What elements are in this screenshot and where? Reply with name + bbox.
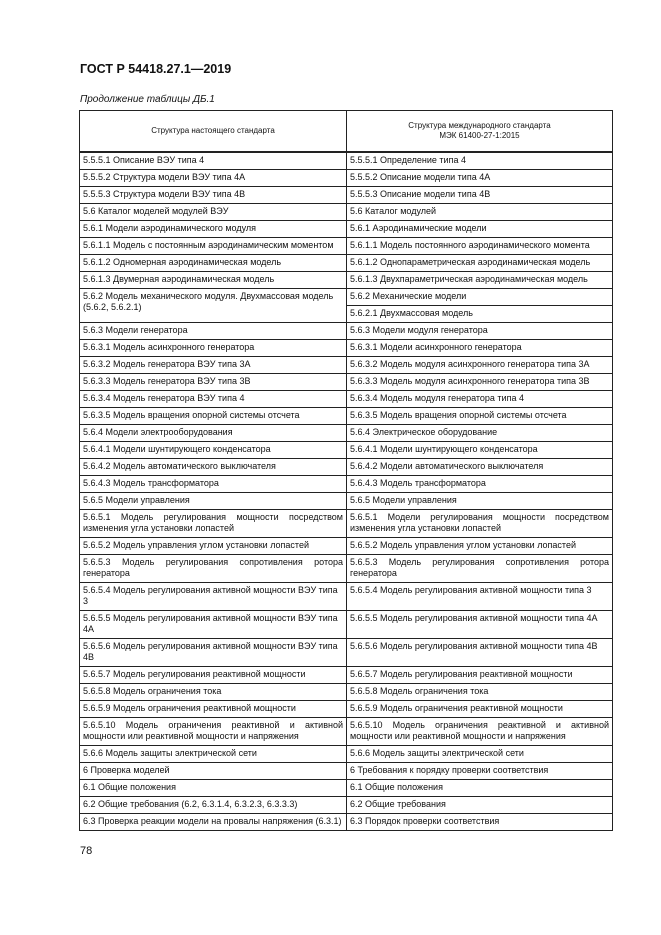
cell-current-standard: 5.6.1 Модели аэродинамического модуля: [80, 221, 347, 238]
table-row: [80, 814, 613, 831]
cell-international-standard: 5.6.3.2 Модель модуля асинхронного генератора типа 3А: [347, 357, 613, 374]
cell-current-standard: 5.6.1.1 Модель с постоянным аэродинамическим моментом: [80, 238, 347, 255]
cell-international-standard: 5.6.4.1 Модели шунтирующего конденсатора: [347, 442, 613, 459]
table-row: [80, 763, 613, 780]
table-row: [80, 357, 613, 374]
col-header-current-standard: Структура настоящего стандарта: [80, 111, 347, 153]
table-row: [80, 238, 613, 255]
cell-current-standard: 6.2 Общие требования (6.2, 6.3.1.4, 6.3.2.3, 6.3.3.3): [80, 797, 347, 814]
cell-international-standard: 5.6.2 Механические модели: [347, 289, 613, 306]
table-row: [80, 408, 613, 425]
cell-current-standard: 6.1 Общие положения: [80, 780, 347, 797]
table-row: [80, 221, 613, 238]
cell-international-standard: 5.5.5.3 Описание модели типа 4В: [347, 187, 613, 204]
table-row: [80, 538, 613, 555]
cell-international-standard: 5.6.5.9 Модель ограничения реактивной мощности: [347, 701, 613, 718]
cell-current-standard: 5.5.5.3 Структура модели ВЭУ типа 4В: [80, 187, 347, 204]
table-row: [80, 611, 613, 639]
cell-international-standard: 5.6.3.5 Модель вращения опорной системы отсчета: [347, 408, 613, 425]
cell-current-standard: 5.6.5.5 Модель регулирования активной мощности ВЭУ типа 4А: [80, 611, 347, 639]
cell-international-standard: 5.6.5.6 Модель регулирования активной мощности типа 4В: [347, 639, 613, 667]
cell-international-standard: 5.5.5.2 Описание модели типа 4А: [347, 170, 613, 187]
cell-international-standard: 6 Требования к порядку проверки соответствия: [347, 763, 613, 780]
cell-international-standard: 6.2 Общие требования: [347, 797, 613, 814]
table-row: [80, 374, 613, 391]
cell-international-standard: 5.6.3.1 Модели асинхронного генератора: [347, 340, 613, 357]
cell-international-standard: 5.5.5.1 Определение типа 4: [347, 152, 613, 170]
document-header: ГОСТ Р 54418.27.1—2019: [80, 62, 232, 76]
table-row: [80, 323, 613, 340]
cell-current-standard: 5.6.5.2 Модель управления углом установки лопастей: [80, 538, 347, 555]
cell-current-standard: 5.6 Каталог моделей модулей ВЭУ: [80, 204, 347, 221]
cell-international-standard: 6.3 Порядок проверки соответствия: [347, 814, 613, 831]
cell-current-standard: 5.6.4.1 Модели шунтирующего конденсатора: [80, 442, 347, 459]
table-row: [80, 583, 613, 611]
table-row: [80, 510, 613, 538]
cell-international-standard: 5.6.3.3 Модель модуля асинхронного генератора типа 3В: [347, 374, 613, 391]
cell-international-standard: 5.6.1.1 Модель постоянного аэродинамического момента: [347, 238, 613, 255]
cell-international-standard: 5.6.5.7 Модель регулирования реактивной мощности: [347, 667, 613, 684]
col-header-international-standard: [347, 111, 613, 153]
cell-current-standard: 5.6.5.10 Модель ограничения реактивной и активной мощности или реактивной мощности и напряжения: [80, 718, 347, 746]
cell-international-standard: 5.6.3 Модели модуля генератора: [347, 323, 613, 340]
table-row: [80, 718, 613, 746]
cell-international-standard: 5.6.3.4 Модель модуля генератора типа 4: [347, 391, 613, 408]
table-row: [80, 272, 613, 289]
cell-international-standard: 6.1 Общие положения: [347, 780, 613, 797]
cell-current-standard: 5.6.5.3 Модель регулирования сопротивления ротора генератора: [80, 555, 347, 583]
table-row: [80, 340, 613, 357]
table-caption: Продолжение таблицы ДБ.1: [80, 94, 215, 105]
table-row: [80, 289, 613, 306]
cell-current-standard: 5.6.3.2 Модель генератора ВЭУ типа 3А: [80, 357, 347, 374]
cell-international-standard: 5.6.5.3 Модель регулирования сопротивления ротора генератора: [347, 555, 613, 583]
cell-current-standard: 5.6.1.3 Двумерная аэродинамическая модель: [80, 272, 347, 289]
cell-current-standard: 5.6.4.2 Модель автоматического выключателя: [80, 459, 347, 476]
cell-international-standard: 5.6.4.3 Модель трансформатора: [347, 476, 613, 493]
cell-current-standard: 5.6.5.4 Модель регулирования активной мощности ВЭУ типа 3: [80, 583, 347, 611]
cell-current-standard: 5.6.2 Модель механического модуля. Двухмассовая модель (5.6.2, 5.6.2.1): [80, 289, 347, 323]
table-row: [80, 476, 613, 493]
cell-current-standard: 5.6.4.3 Модель трансформатора: [80, 476, 347, 493]
table-row: [80, 255, 613, 272]
table-row: [80, 493, 613, 510]
table-row: [80, 639, 613, 667]
col-header-line: Структура международного стандарта: [408, 121, 551, 130]
page-number: 78: [80, 845, 93, 857]
cell-current-standard: 5.6.5.7 Модель регулирования реактивной мощности: [80, 667, 347, 684]
cell-current-standard: 5.6.3.5 Модель вращения опорной системы отсчета: [80, 408, 347, 425]
table-row: [80, 701, 613, 718]
cell-current-standard: 5.6.3.1 Модель асинхронного генератора: [80, 340, 347, 357]
cell-international-standard: 5.6.5 Модели управления: [347, 493, 613, 510]
cell-international-standard: 5.6.1 Аэродинамические модели: [347, 221, 613, 238]
cell-current-standard: 5.6.5.6 Модель регулирования активной мощности ВЭУ типа 4В: [80, 639, 347, 667]
cell-current-standard: 5.6.4 Модели электрооборудования: [80, 425, 347, 442]
table-row: [80, 780, 613, 797]
cell-international-standard: 5.6 Каталог модулей: [347, 204, 613, 221]
cell-international-standard: 5.6.6 Модель защиты электрической сети: [347, 746, 613, 763]
table-row: [80, 170, 613, 187]
cell-international-standard: 5.6.4.2 Модели автоматического выключателя: [347, 459, 613, 476]
cell-international-standard: 5.6.2.1 Двухмассовая модель: [347, 306, 613, 323]
cell-current-standard: 5.6.5.9 Модель ограничения реактивной мощности: [80, 701, 347, 718]
table-row: [80, 459, 613, 476]
cell-international-standard: 5.6.5.10 Модель ограничения реактивной и активной мощности или реактивной мощности и напряжения: [347, 718, 613, 746]
table-row: [80, 797, 613, 814]
cell-current-standard: 5.6.5 Модели управления: [80, 493, 347, 510]
cell-current-standard: 5.6.3 Модели генератора: [80, 323, 347, 340]
cell-current-standard: 6.3 Проверка реакции модели на провалы напряжения (6.3.1): [80, 814, 347, 831]
table-body: [80, 152, 613, 831]
table-row: [80, 667, 613, 684]
cell-international-standard: 5.6.1.2 Однопараметрическая аэродинамическая модель: [347, 255, 613, 272]
cell-current-standard: 5.6.5.1 Модель регулирования мощности посредством изменения угла установки лопастей: [80, 510, 347, 538]
cell-current-standard: 5.6.1.2 Одномерная аэродинамическая модель: [80, 255, 347, 272]
cell-international-standard: 5.6.1.3 Двухпараметрическая аэродинамическая модель: [347, 272, 613, 289]
cell-current-standard: 5.5.5.1 Описание ВЭУ типа 4: [80, 152, 347, 170]
cell-international-standard: 5.6.5.2 Модель управления углом установки лопастей: [347, 538, 613, 555]
table-row: [80, 187, 613, 204]
cell-international-standard: 5.6.5.8 Модель ограничения тока: [347, 684, 613, 701]
table-row: [80, 425, 613, 442]
cell-international-standard: 5.6.5.4 Модель регулирования активной мощности типа 3: [347, 583, 613, 611]
table-row: [80, 442, 613, 459]
table-row: [80, 555, 613, 583]
table-row: [80, 746, 613, 763]
cell-current-standard: 5.6.6 Модель защиты электрической сети: [80, 746, 347, 763]
table-row: [80, 204, 613, 221]
cell-current-standard: 5.6.3.3 Модель генератора ВЭУ типа 3В: [80, 374, 347, 391]
cell-international-standard: 5.6.5.5 Модель регулирования активной мощности типа 4А: [347, 611, 613, 639]
table-row: [80, 152, 613, 170]
cell-current-standard: 5.5.5.2 Структура модели ВЭУ типа 4А: [80, 170, 347, 187]
cell-current-standard: 5.6.3.4 Модель генератора ВЭУ типа 4: [80, 391, 347, 408]
cell-international-standard: 5.6.4 Электрическое оборудование: [347, 425, 613, 442]
correspondence-table: [79, 110, 613, 831]
table-row: [80, 391, 613, 408]
cell-current-standard: 6 Проверка моделей: [80, 763, 347, 780]
table-row: [80, 684, 613, 701]
cell-international-standard: 5.6.5.1 Модели регулирования мощности посредством изменения угла установки лопастей: [347, 510, 613, 538]
cell-current-standard: 5.6.5.8 Модель ограничения тока: [80, 684, 347, 701]
table-header-row: [80, 111, 613, 153]
col-header-line: МЭК 61400-27-1:2015: [439, 131, 520, 140]
